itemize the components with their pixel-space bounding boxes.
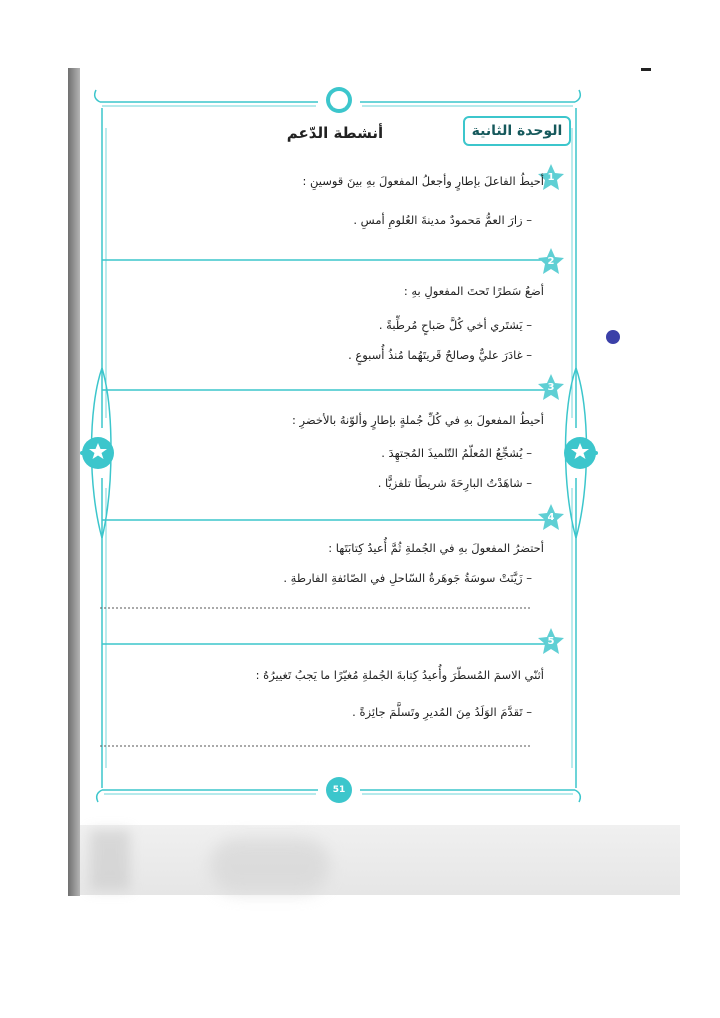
scan-shadow bbox=[68, 68, 80, 896]
exercise-4-item-1: – زَيَّنَتْ سوسَةُ جَوهَرةُ السّاحلِ في الصّائفةِ الفارطةِ . bbox=[283, 571, 532, 585]
exercise-5-item-1: – تَقدَّمَ الوَلَدُ مِنَ المُديرِ وتَسلَّمَ جائِزةً . bbox=[352, 705, 532, 719]
exercise-3-number: 3 bbox=[547, 381, 555, 393]
exercise-2-item-2: – غادَرَ عليٌّ وصالحٌ قَريتَهُما مُنذُ أُسبوعٍ . bbox=[348, 348, 532, 362]
exercise-3-instruction: أحيطُ المفعولَ بهِ في كُلِّ جُملةٍ بإطارٍ وألوّنهُ بالأخضرِ : bbox=[291, 413, 544, 427]
exercise-4-instruction: أحتضرُ المفعولَ بهِ في الجُملةِ ثُمَّ أُعيدُ كِتابَتَها : bbox=[328, 541, 544, 555]
exercise-5-badge bbox=[538, 628, 564, 654]
page-number bbox=[326, 779, 352, 801]
scan-smudge bbox=[210, 838, 330, 893]
unit-label: الوحدة الثانية bbox=[463, 116, 571, 146]
exercise-1-instruction: أحيطُ الفاعلَ بإطارٍ وأجعلُ المفعولَ بهِ بينَ قوسينِ : bbox=[302, 174, 544, 188]
exercise-2-number: 2 bbox=[547, 255, 555, 267]
worksheet-page bbox=[80, 68, 680, 828]
exercise-1-number: 1 bbox=[547, 171, 555, 183]
exercise-1-item-1: – زارَ العمُّ مَحمودٌ مدينةَ العُلومِ أمسِ . bbox=[353, 213, 532, 227]
exercise-5-instruction: أثنّي الاسمَ المُسطّرَ وأُعيدُ كِتابةَ الجُملةِ مُغيّرًا ما يَجبُ تَغييرُهُ : bbox=[255, 668, 544, 682]
exercise-2-instruction: أضعُ سَطرًا تَحتَ المفعولِ بهِ : bbox=[403, 284, 544, 298]
exercise-2-item-1: – يَشتَري أخي كُلَّ صَباحٍ مُرطِّبةً . bbox=[378, 318, 532, 332]
exercise-3-item-1: – يُشجِّعُ المُعلّمُ التّلميذَ المُجتهِدَ . bbox=[381, 446, 532, 460]
page-number-text: 51 bbox=[332, 785, 346, 795]
section-title: أنشطة الدّعم bbox=[286, 124, 384, 142]
scan-smudge-left bbox=[90, 830, 130, 890]
exercise-4-badge bbox=[538, 504, 564, 530]
exercise-3-badge bbox=[538, 374, 564, 400]
scan-bottom-shade bbox=[80, 825, 680, 895]
exercise-5-number: 5 bbox=[547, 635, 555, 647]
exercise-2-badge bbox=[538, 248, 564, 274]
exercise-4-number: 4 bbox=[547, 511, 555, 523]
exercise-3-item-2: – شاهَدْتُ البارِحَةَ شريطًا تلفزيًّا . bbox=[377, 476, 532, 490]
